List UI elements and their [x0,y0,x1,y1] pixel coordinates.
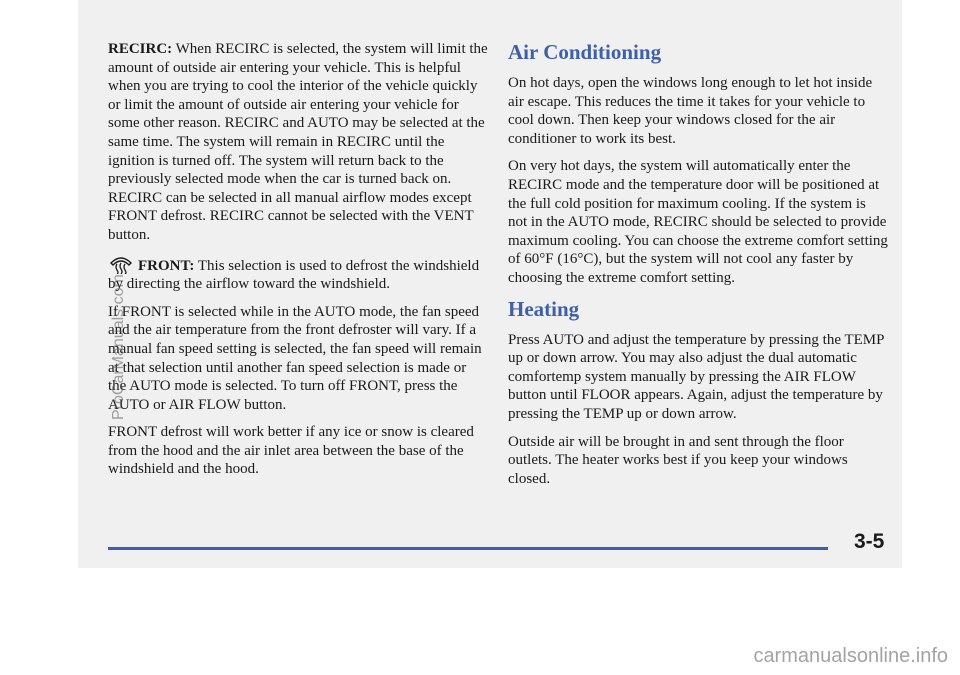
left-column [108,40,488,488]
ac-paragraph-2: On very hot days, the system will automatically enter the RECIRC mode and the temperature door will be positioned at the full cold position for maximum cooling. If the system is not in the AUTO mode, RECIRC should be selected to provide maximum cooling. You can choose the extreme comfort setting of 60°F (16°C), but the system will not cool any faster by choosing the extreme comfort setting. [508,158,888,286]
recirc-body: When RECIRC is selected, the system will limit the amount of outside air entering your vehicle. This is helpful when you are trying to cool the interior of the vehicle quickly or limit the amount of outside air entering your vehicle for some other reason. RECIRC and AUTO may be selected at the same time. The system will remain in RECIRC until the ignition is turned off. The system will return back to the previously selected mode when the car is turned back on. RECIRC can be selected in all manual airflow modes except FRONT defrost. RECIRC cannot be selected with the VENT button. [108,41,488,243]
front-paragraph [108,254,488,294]
heating-heading: Heating [508,296,580,321]
recirc-lead: RECIRC: [108,41,173,57]
air-conditioning-heading: Air Conditioning [508,40,662,64]
front-body: This selection is used to defrost the windshield by directing the airflow toward the windshield. [108,257,480,293]
footer-rule [108,547,828,550]
bottom-watermark: carmanualsonline.info [753,645,948,667]
manual-page [78,0,902,568]
front-paragraph-3: FRONT defrost will work better if any ice or snow is cleared from the hood and the air inlet area between the base of the windshield and the hood. [108,424,474,478]
front-lead: FRONT: [138,257,195,274]
front-paragraph-2: If FRONT is selected while in the AUTO mode, the fan speed and the air temperature from the front defroster will vary. If a manual fan speed setting is selected, the fan speed will remain at that selection until another fan speed selection is made or the AUTO mode is selected. To turn off FRONT, press the AUTO or AIR FLOW button. [108,303,482,413]
heating-paragraph-1: Press AUTO and adjust the temperature by pressing the TEMP up or down arrow. You may also adjust the dual automatic comfortemp system manually by pressing the AIR FLOW button until FLOOR appears. Again, adjust the temperature by pressing the TEMP up or down arrow. [508,331,884,422]
side-watermark: ProCarManuals.com [110,274,127,420]
page-number: 3-5 [854,530,885,553]
ac-paragraph-1: On hot days, open the windows long enough to let hot inside air escape. This reduces the time it takes for your vehicle to cool down. Then keep your windows closed for the air conditioner to work its best. [508,75,873,147]
heating-paragraph-2: Outside air will be brought in and sent through the floor outlets. The heater works best if you keep your windows closed. [508,433,848,487]
right-column [508,40,888,497]
recirc-paragraph [108,40,488,245]
front-defrost-icon [108,254,134,274]
